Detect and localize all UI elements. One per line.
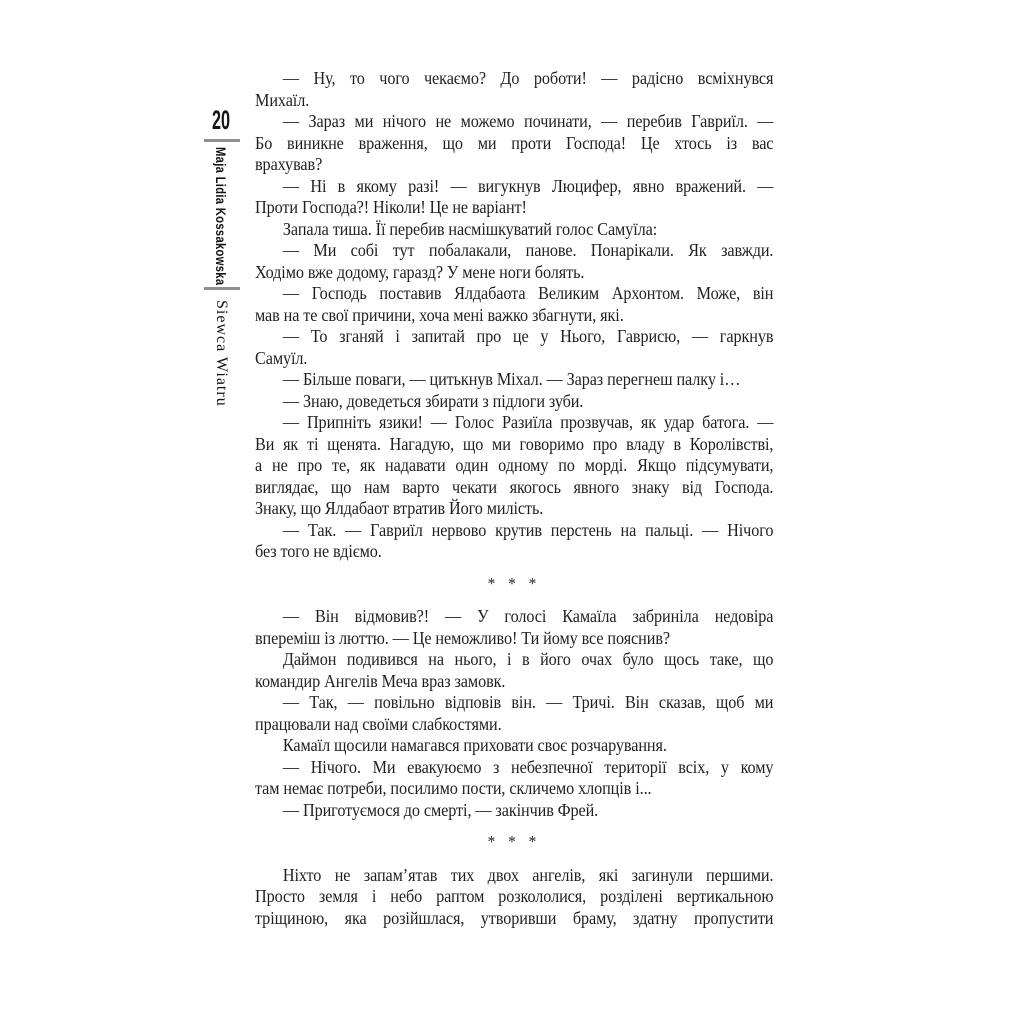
text-line: впереміш із люттю. — Це неможливо! Ти йому все пояснив? bbox=[255, 627, 670, 648]
text-line: — Нічого. Ми евакуюємо з небезпечної території всіх, у кому bbox=[282, 756, 774, 777]
text-line: — Ні в якому разі! — вигукнув Люцифер, явно вражений. — bbox=[282, 175, 774, 196]
book-title-vertical-label: Siewca Wiatru bbox=[213, 300, 230, 407]
text-line: без того не вдіємо. bbox=[255, 541, 382, 561]
text-line: мав на те свої причини, хоча мені важко збагнути, які. bbox=[255, 304, 624, 325]
section-separator: * * * bbox=[487, 832, 541, 851]
text-line: працювали над своїми слабкостями. bbox=[255, 713, 502, 734]
text-line: тріщиною, яка розійшлася, утворивши браму, здатну пропустити bbox=[255, 907, 774, 928]
text-line: виглядає, що нам варто чекати якогось явного знаку від Господа. bbox=[255, 476, 774, 497]
text-line: Камаїл щосили намагався приховати своє розчарування. bbox=[282, 735, 667, 755]
text-line: Знаку, що Ялдабаот втратив Його милість. bbox=[255, 498, 544, 518]
text-line: — Припніть язики! — Голос Разиїла прозвучав, як удар батога. — bbox=[282, 412, 774, 432]
text-line: Проти Господа?! Ніколи! Це не варіант! bbox=[255, 197, 527, 217]
text-line: — То зганяй і запитай про це у Нього, Гаврисю, — гаркнув bbox=[282, 326, 774, 346]
page-number-rule bbox=[204, 139, 240, 142]
text-line: — Так. — Гавриїл нервово крутив перстень на пальці. — Нічого bbox=[282, 519, 774, 540]
text-line: — Приготуємося до смерті, — закінчив Фрей. bbox=[282, 799, 599, 820]
text-line: — Ми собі тут побалакали, панове. Понарікали. Як завжди. bbox=[282, 240, 774, 260]
sidebar-divider-rule bbox=[204, 287, 240, 290]
text-column bbox=[255, 68, 773, 929]
text-line: там немає потреби, посилимо пости, скличемо хлопців і... bbox=[255, 778, 652, 798]
text-line: Ніхто не запам’ятав тих двох ангелів, які загинули першими. bbox=[282, 864, 774, 885]
text-line: Запала тиша. Її перебив насмішкуватий голос Самуїла: bbox=[282, 218, 658, 239]
text-line: Даймон подивився на нього, і в його очах було щось таке, що bbox=[282, 649, 774, 669]
text-line: — Знаю, доведеться збирати з підлоги зуби. bbox=[282, 390, 584, 411]
section-separator: * * * bbox=[487, 573, 541, 593]
text-line: — Господь поставив Ялдабаота Великим Архонтом. Може, він bbox=[282, 283, 774, 303]
text-line: Михаїл. bbox=[255, 89, 310, 110]
text-line: командир Ангелів Меча враз замовк. bbox=[255, 670, 506, 691]
text-line: а не про те, як надавати один одному по морді. Якщо підсумувати, bbox=[255, 455, 774, 475]
text-line: Самуїл. bbox=[255, 347, 308, 368]
text-line: — Ну, то чого чекаємо? До роботи! — радісно всміхнувся bbox=[282, 68, 774, 88]
text-line: Ходімо вже додому, гаразд? У мене ноги болять. bbox=[255, 261, 585, 282]
page-number: 20 bbox=[211, 105, 231, 135]
text-line: врахував? bbox=[255, 154, 323, 174]
text-line: — Більше поваги, — цитькнув Міхал. — Зараз перегнеш палку і… bbox=[282, 369, 741, 389]
author-vertical-label: Maja Lidia Kossakowska bbox=[213, 147, 229, 286]
text-line: — Зараз ми нічого не можемо починати, — перебив Гавриїл. — bbox=[282, 111, 774, 131]
text-line: — Так, — повільно відповів він. — Тричі. Він сказав, щоб ми bbox=[282, 692, 774, 712]
text-line: Ви як ті щенята. Нагадую, що ми говоримо про владу в Королівстві, bbox=[255, 433, 774, 454]
text-line: Бо виникне враження, що ми проти Господа! Це хтось із вас bbox=[255, 132, 774, 153]
text-line: — Він відмовив?! — У голосі Камаїла забриніла недовіра bbox=[282, 606, 774, 626]
text-line: Просто земля і небо раптом розкололися, розділені вертикальною bbox=[255, 886, 774, 906]
